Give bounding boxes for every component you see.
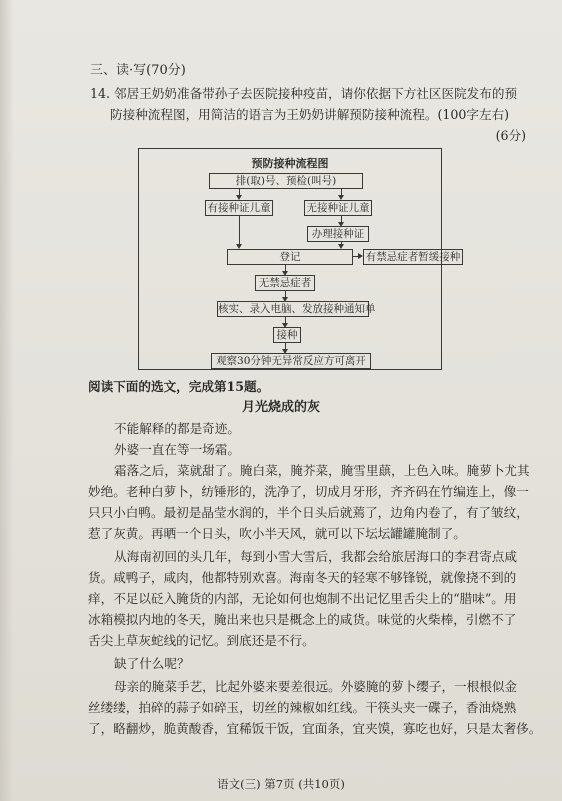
flow-step-with-cert: 有接种证儿童: [205, 200, 273, 216]
vaccination-flowchart: [138, 148, 461, 370]
article-line: 外婆一直在等一场霜。: [114, 442, 240, 457]
question-14-line-2: 防接种流程图，用简洁的语言为王奶奶讲解预防接种流程。(100字左右): [110, 107, 510, 122]
reading-instruction: 阅读下面的选文，完成第15题。: [88, 379, 270, 394]
article-line: 霜落之后，菜就甜了。腌白菜，腌芥菜，腌雪里蕻，上色入味。腌萝卜尤其: [114, 463, 530, 478]
article-line: 不能解释的都是奇迹。: [114, 421, 240, 436]
flow-step-contraindicated: 有禁忌症者暂缓接种: [363, 249, 463, 265]
article-line: 舌尖上草灰蛇线的记忆。到底还是不行。: [88, 633, 315, 648]
article-line: 母亲的腌菜手艺，比起外婆来要差很远。外婆腌的萝卜缨子，一根根似金: [114, 679, 517, 694]
flow-step-no-contraindication: 无禁忌症者: [255, 275, 315, 291]
article-line: 从海南初回的头几年，每到小雪大雪后，我都会给旅居海口的李君寄点咸: [114, 549, 517, 564]
flow-step-verify: 核实、录入电脑、发放接种通知单: [218, 303, 376, 315]
article-line: 妙绝。老种白萝卜，纺锤形的，洗净了，切成月牙形，齐齐码在竹编连上，像一: [88, 484, 529, 499]
flow-step-vaccinate: 接种: [273, 327, 301, 343]
flow-step-apply-cert: 办理接种证: [307, 226, 369, 242]
page-footer: 语文(三) 第7页 (共10页): [217, 777, 345, 791]
question-14-line-1: 14. 邻居王奶奶准备带孙子去医院接种疫苗，请你依据下方社区医院发布的预: [90, 86, 518, 101]
article-line: 丝缕缕，拍碎的蒜子如碎玉，切丝的辣椒如红线。干筷头夹一碟子，香油烧熟: [88, 700, 517, 715]
article-line: 冰箱模拟内地的冬天，腌出来也只是概念上的咸货。味觉的火柴棒，引燃不了: [88, 612, 517, 627]
flow-step-observe: 观察30分钟无异常反应方可离开: [211, 353, 371, 369]
flow-step-register: 登记: [227, 249, 353, 265]
flow-step-without-cert: 无接种证儿童: [304, 200, 372, 216]
question-14-score: (6分): [495, 128, 526, 143]
article-title: 月光烧成的灰: [241, 400, 320, 415]
section-heading: 三、读·写(70分): [90, 63, 186, 78]
article-line: 痒，不足以砭入腌货的内部，无论如何也炮制不出记忆里舌尖上的“腊味”。用: [88, 591, 517, 606]
flow-step-queue: 排(取)号、预检(叫号): [209, 173, 363, 189]
flow-arrow: [239, 215, 240, 245]
article-line: 了，略翻炒，脆黄酸香，宜稀饭干饭，宜面条，宜夹馍，寡吃也好，只是太奢侈。: [88, 721, 542, 736]
article-line: 只只小白鸭。最初是晶莹水润的，半个日头后就蔫了，边角内卷了，有了皱纹，: [88, 505, 529, 520]
article-line: 惹了灰黄。再晒一个日头，吹小半天风，就可以下坛坛罐罐腌制了。: [88, 526, 466, 541]
article-line: 货。咸鸭子，咸肉，他都特别欢喜。海南冬天的轻寒不够锋锐，就像挠不到的: [88, 570, 517, 585]
article-line: 缺了什么呢？: [114, 656, 190, 671]
flowchart-title: 预防接种流程图: [251, 157, 329, 170]
